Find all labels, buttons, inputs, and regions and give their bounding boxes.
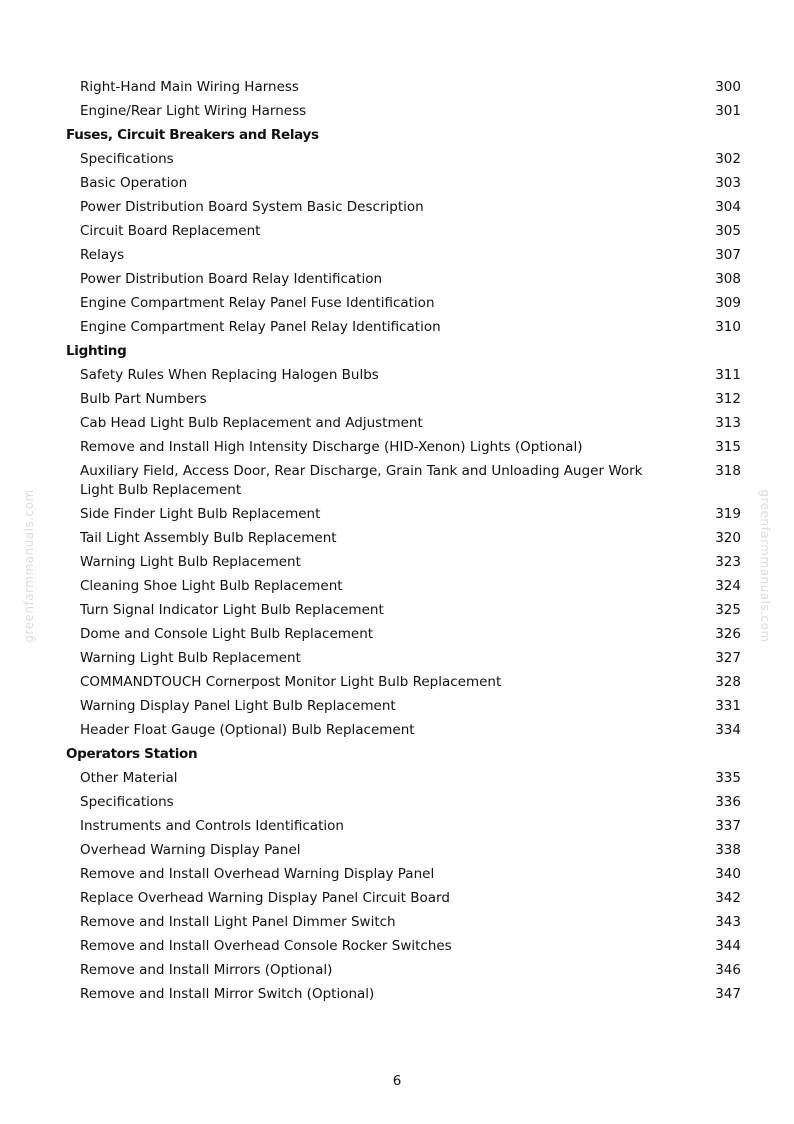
toc-entry-title: Remove and Install Light Panel Dimmer Switch <box>80 914 396 930</box>
toc-entry[interactable] <box>0 527 794 551</box>
toc-entry-page: 325 <box>715 602 741 618</box>
section-title: Operators Station <box>66 746 198 762</box>
toc-entry-page: 337 <box>715 818 741 834</box>
toc-entry-page: 319 <box>715 506 741 522</box>
toc-entry-title: Circuit Board Replacement <box>80 223 261 239</box>
toc-entry[interactable] <box>0 719 794 743</box>
toc-entry-page: 310 <box>715 319 741 335</box>
toc-entry-title: Overhead Warning Display Panel <box>80 842 301 858</box>
toc-entry-title: Specifications <box>80 151 174 167</box>
toc-entry-title: Auxiliary Field, Access Door, Rear Discharge, Grain Tank and Unloading Auger Work Light Bulb Replacement <box>80 463 643 498</box>
toc-entry-page: 300 <box>715 79 741 95</box>
toc-entry-title: Engine/Rear Light Wiring Harness <box>80 103 307 119</box>
section-title: Fuses, Circuit Breakers and Relays <box>66 127 319 143</box>
toc-entry-page: 311 <box>715 367 741 383</box>
toc-entry[interactable] <box>0 172 794 196</box>
toc-entry-page: 320 <box>715 530 741 546</box>
toc-entry[interactable] <box>0 695 794 719</box>
toc-entry-page: 331 <box>715 698 741 714</box>
toc-entry-title: Right-Hand Main Wiring Harness <box>80 79 299 95</box>
toc-entry-page: 302 <box>715 151 741 167</box>
toc-entry-title: Cleaning Shoe Light Bulb Replacement <box>80 578 343 594</box>
table-of-contents <box>0 76 794 1007</box>
toc-entry[interactable] <box>0 412 794 436</box>
toc-entry[interactable] <box>0 887 794 911</box>
toc-entry[interactable] <box>0 671 794 695</box>
toc-entry-page: 307 <box>715 247 741 263</box>
toc-entry[interactable] <box>0 575 794 599</box>
toc-entry-page: 324 <box>715 578 741 594</box>
toc-entry[interactable] <box>0 196 794 220</box>
toc-entry[interactable] <box>0 839 794 863</box>
toc-entry-page: 342 <box>715 890 741 906</box>
toc-entry-page: 338 <box>715 842 741 858</box>
toc-entry-page: 309 <box>715 295 741 311</box>
toc-entry[interactable] <box>0 268 794 292</box>
toc-entry[interactable] <box>0 911 794 935</box>
toc-entry-title: Header Float Gauge (Optional) Bulb Replacement <box>80 722 415 738</box>
toc-entry-page: 312 <box>715 391 741 407</box>
toc-entry[interactable] <box>0 503 794 527</box>
toc-entry[interactable] <box>0 983 794 1007</box>
toc-entry-title: Dome and Console Light Bulb Replacement <box>80 626 374 642</box>
toc-entry-title: Remove and Install High Intensity Discharge (HID-Xenon) Lights (Optional) <box>80 439 583 455</box>
toc-entry-title: Safety Rules When Replacing Halogen Bulbs <box>80 367 379 383</box>
toc-entry-title: Replace Overhead Warning Display Panel Circuit Board <box>80 890 450 906</box>
toc-section-heading <box>0 340 794 364</box>
toc-entry[interactable] <box>0 959 794 983</box>
toc-entry-title: Remove and Install Mirrors (Optional) <box>80 962 333 978</box>
toc-entry-page: 327 <box>715 650 741 666</box>
toc-entry-page: 315 <box>715 439 741 455</box>
toc-entry[interactable] <box>0 460 794 503</box>
toc-entry-title: Tail Light Assembly Bulb Replacement <box>80 530 337 546</box>
toc-entry-title: Remove and Install Overhead Warning Display Panel <box>80 866 435 882</box>
toc-entry[interactable] <box>0 599 794 623</box>
toc-entry[interactable] <box>0 364 794 388</box>
toc-entry-page: 346 <box>715 962 741 978</box>
toc-entry-page: 335 <box>715 770 741 786</box>
toc-entry-title: COMMANDTOUCH Cornerpost Monitor Light Bulb Replacement <box>80 674 502 690</box>
toc-entry-title: Side Finder Light Bulb Replacement <box>80 506 321 522</box>
toc-entry-title: Engine Compartment Relay Panel Fuse Identification <box>80 295 435 311</box>
toc-entry[interactable] <box>0 863 794 887</box>
toc-entry-page: 304 <box>715 199 741 215</box>
toc-entry-title: Relays <box>80 247 125 263</box>
toc-entry-page: 328 <box>715 674 741 690</box>
toc-entry[interactable] <box>0 815 794 839</box>
toc-entry[interactable] <box>0 148 794 172</box>
toc-entry[interactable] <box>0 935 794 959</box>
section-title: Lighting <box>66 343 127 359</box>
toc-entry-page: 336 <box>715 794 741 810</box>
toc-entry[interactable] <box>0 767 794 791</box>
toc-entry[interactable] <box>0 388 794 412</box>
toc-entry[interactable] <box>0 244 794 268</box>
toc-entry-page: 303 <box>715 175 741 191</box>
toc-entry-page: 340 <box>715 866 741 882</box>
toc-entry-page: 305 <box>715 223 741 239</box>
toc-entry-title: Turn Signal Indicator Light Bulb Replacement <box>80 602 384 618</box>
toc-entry-title: Instruments and Controls Identification <box>80 818 344 834</box>
toc-entry-page: 323 <box>715 554 741 570</box>
toc-entry[interactable] <box>0 436 794 460</box>
toc-entry-title: Other Material <box>80 770 178 786</box>
toc-entry-title: Specifications <box>80 794 174 810</box>
page-number: 6 <box>392 1073 402 1089</box>
toc-entry-page: 308 <box>715 271 741 287</box>
watermark-left: greenfarmmanuals.com <box>22 489 36 643</box>
toc-section-heading <box>0 743 794 767</box>
toc-entry-page: 347 <box>715 986 741 1002</box>
toc-entry[interactable] <box>0 76 794 100</box>
toc-entry-title: Bulb Part Numbers <box>80 391 207 407</box>
toc-entry-title: Warning Display Panel Light Bulb Replacement <box>80 698 396 714</box>
toc-entry-page: 326 <box>715 626 741 642</box>
toc-entry-page: 344 <box>715 938 741 954</box>
toc-entry[interactable] <box>0 623 794 647</box>
toc-entry-title: Remove and Install Overhead Console Rocker Switches <box>80 938 452 954</box>
toc-entry-title: Engine Compartment Relay Panel Relay Identification <box>80 319 441 335</box>
toc-entry-page: 334 <box>715 722 741 738</box>
toc-entry[interactable] <box>0 647 794 671</box>
toc-section-heading <box>0 124 794 148</box>
toc-entry-title: Remove and Install Mirror Switch (Optional) <box>80 986 375 1002</box>
toc-entry-title: Warning Light Bulb Replacement <box>80 650 301 666</box>
toc-entry-title: Cab Head Light Bulb Replacement and Adjustment <box>80 415 423 431</box>
toc-entry[interactable] <box>0 292 794 316</box>
toc-entry[interactable] <box>0 220 794 244</box>
toc-entry-title: Power Distribution Board Relay Identification <box>80 271 383 287</box>
watermark-right: greenfarmmanuals.com <box>758 489 772 643</box>
toc-entry[interactable] <box>0 100 794 124</box>
toc-entry-page: 318 <box>715 463 741 479</box>
toc-entry-title: Warning Light Bulb Replacement <box>80 554 301 570</box>
toc-entry-title: Basic Operation <box>80 175 188 191</box>
toc-entry-page: 301 <box>715 103 741 119</box>
toc-entry[interactable] <box>0 316 794 340</box>
toc-entry-title: Power Distribution Board System Basic Description <box>80 199 424 215</box>
toc-entry-page: 313 <box>715 415 741 431</box>
toc-entry[interactable] <box>0 551 794 575</box>
toc-entry[interactable] <box>0 791 794 815</box>
toc-entry-page: 343 <box>715 914 741 930</box>
